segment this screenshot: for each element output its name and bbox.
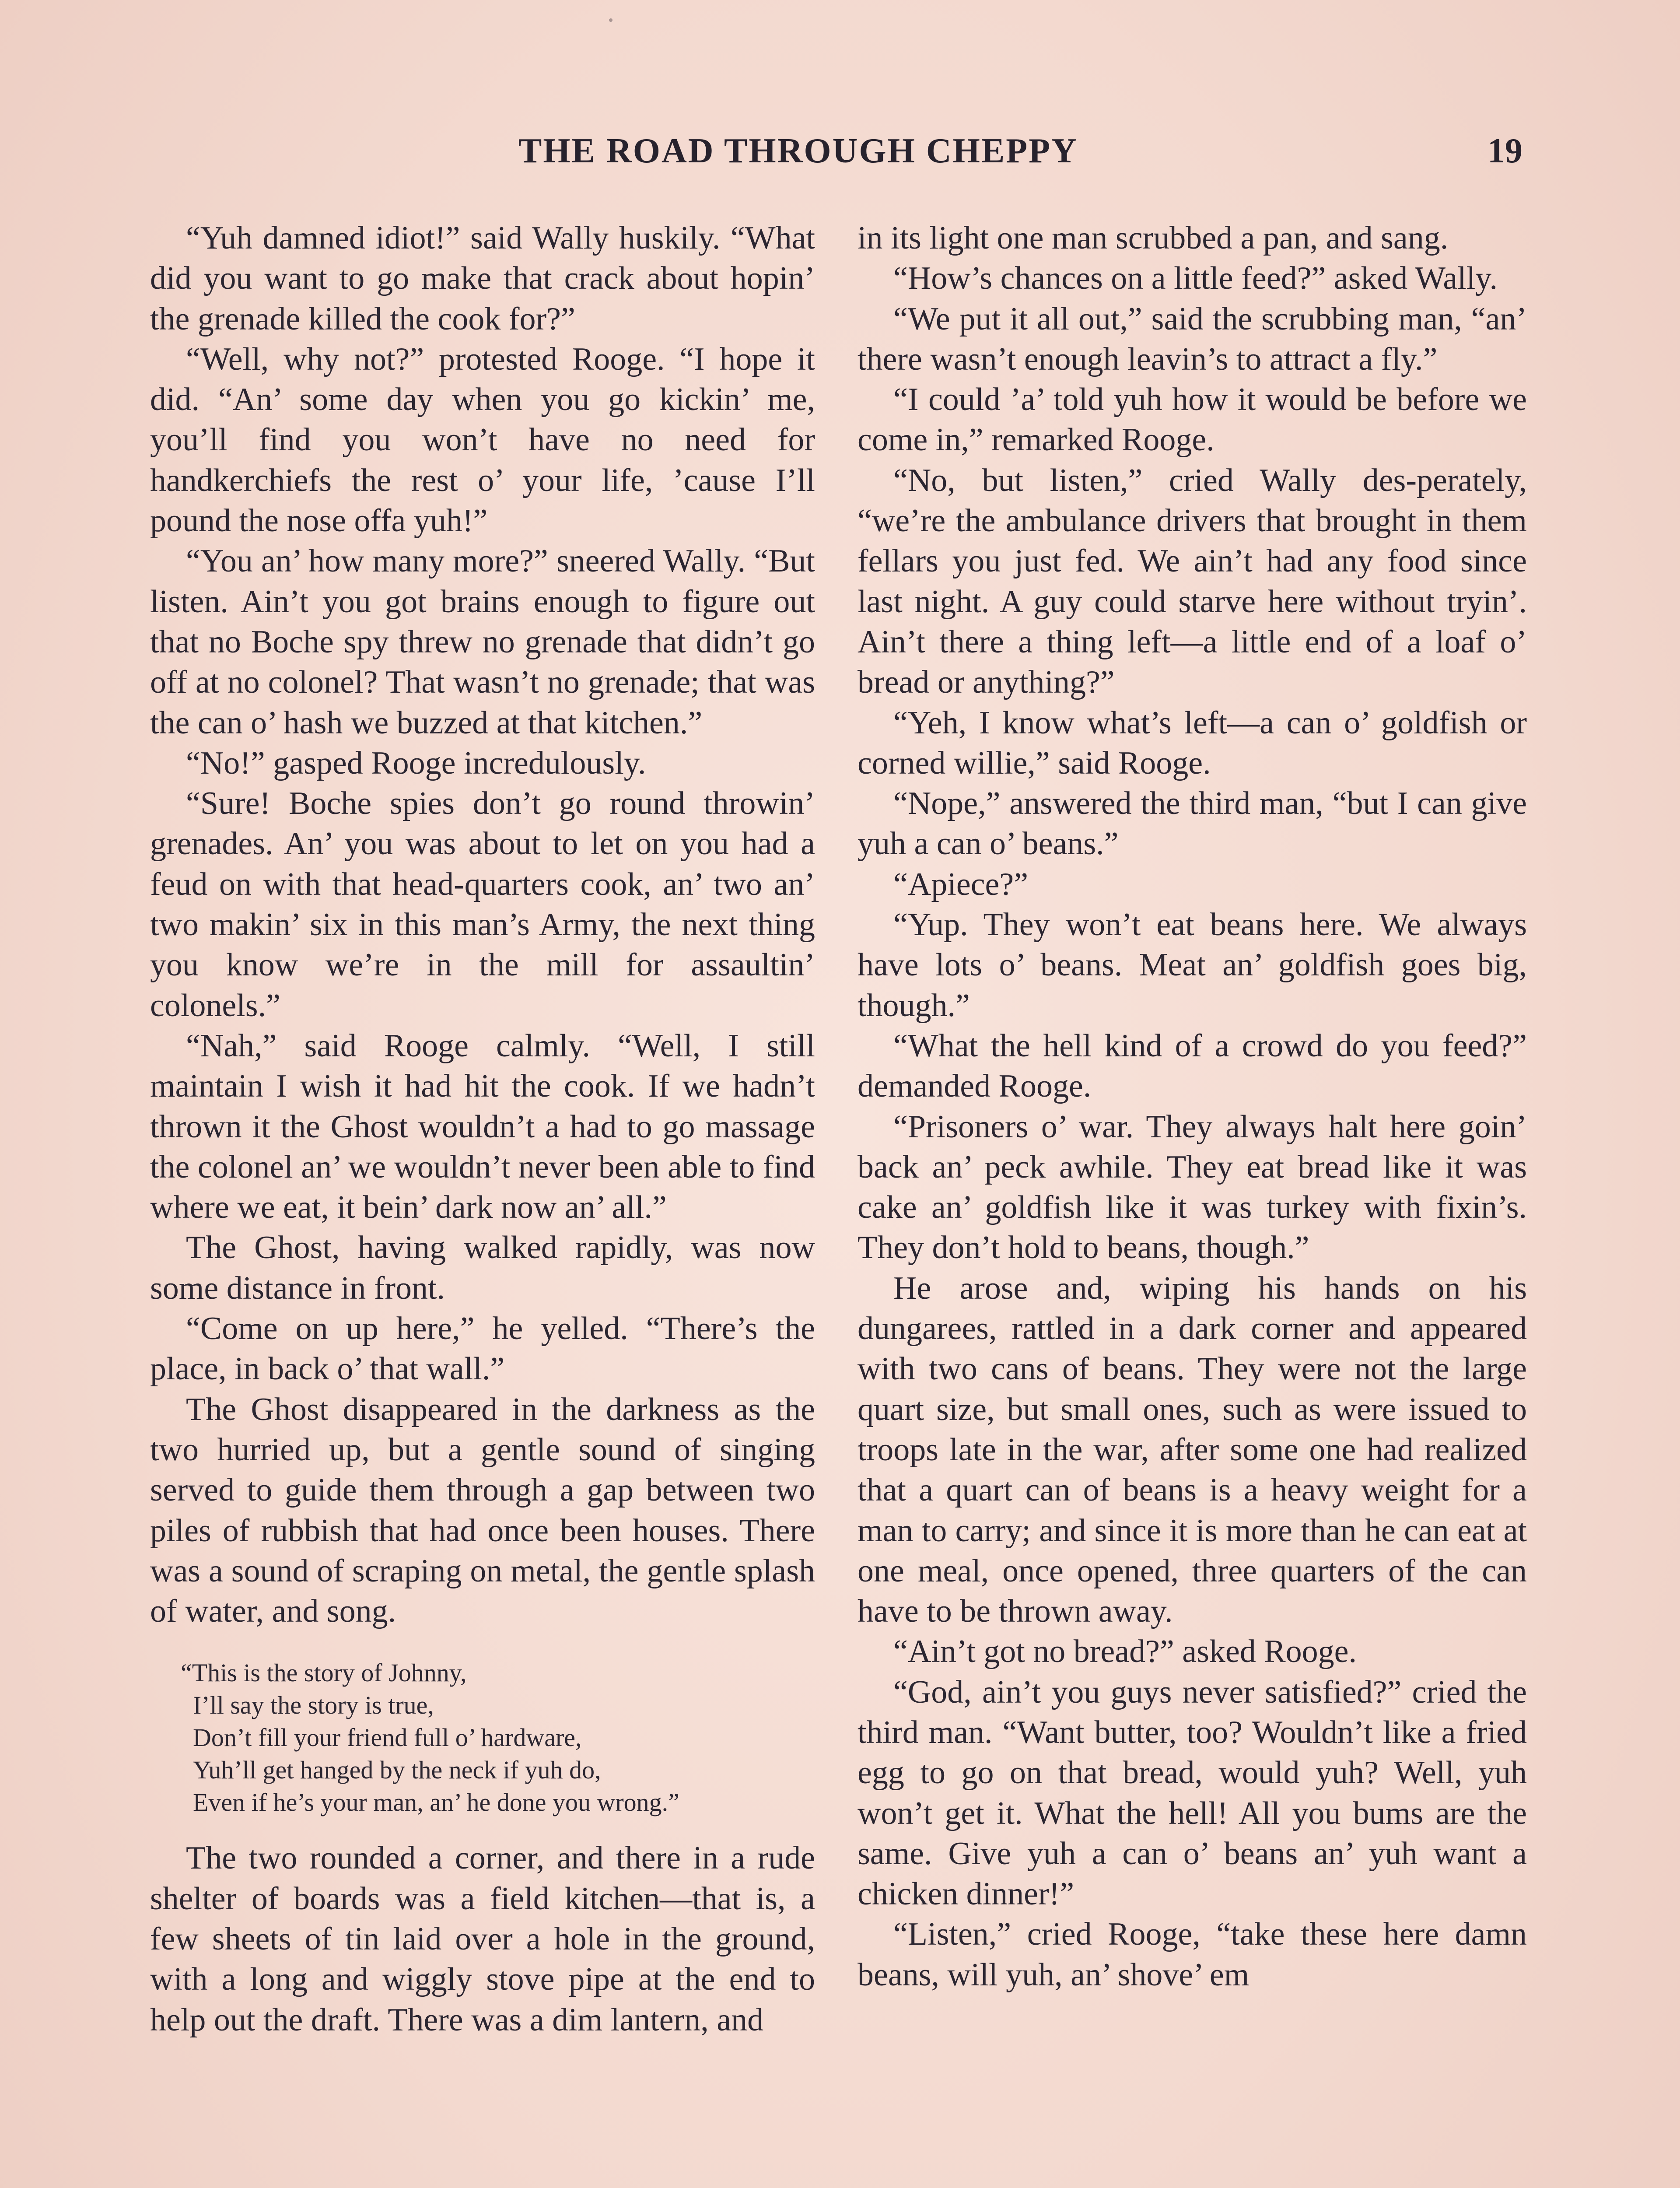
verse-line: Don’t fill your friend full o’ hardware, <box>193 1723 582 1752</box>
paragraph: The Ghost, having walked rapidly, was now some distance in front. <box>150 1230 815 1306</box>
paragraph: He arose and, wiping his hands on his dungarees, rattled in a dark corner and appeared with two cans of beans. They were not the large quart size, but small ones, such as were issued to troops late in the war, after some one had realized that a quart can of beans is a heavy weight for a man to carry; and since it is more than he can eat at one meal, once opened, three quarters of the can have to be thrown away. <box>858 1270 1527 1630</box>
paragraph: “Well, why not?” protested Rooge. “I hope it did. “An’ some day when you go kickin’ me, you’ll find you won’t have no need for handkerchiefs the rest o’ your life, ’cause I’ll pound the nose offa yuh!” <box>150 341 815 539</box>
paragraph: “I could ’a’ told yuh how it would be before we come in,” remarked Rooge. <box>858 382 1527 458</box>
paragraph: “Ain’t got no bread?” asked Rooge. <box>893 1634 1357 1670</box>
paragraph: “God, ain’t you guys never satisfied?” cried the third man. “Want butter, too? Wouldn’t like a fried egg to go on that bread, would yuh? Well, yuh won’t get it. What the hell! All you bums are the same. Give yuh a can o’ beans an’ yuh want a chicken dinner!” <box>858 1674 1527 1912</box>
running-head: THE ROAD THROUGH CHEPPY <box>518 132 1078 170</box>
paragraph: “Apiece?” <box>893 866 1029 902</box>
paragraph: “Sure! Boche spies don’t go round throwin’ grenades. An’ you was about to let on you had a feud on with that head-quarters cook, an’ two an’ two makin’ six in this man’s Army, the next thing you know we’re in the mill for assaultin’ colonels.” <box>150 785 815 1024</box>
verse-line: Even if he’s your man, an’ he done you wrong.” <box>193 1788 679 1817</box>
paragraph: “Listen,” cried Rooge, “take these here damn beans, will yuh, an’ shove’ em <box>858 1916 1527 1993</box>
paragraph: “Yuh damned idiot!” said Wally huskily. “What did you want to go make that crack about hopin’ the grenade killed the cook for?” <box>150 220 815 337</box>
paragraph: “Prisoners o’ war. They always halt here goin’ back an’ peck awhile. They eat bread like it was cake an’ goldfish like it was turkey with fixin’s. They don’t hold to beans, though.” <box>858 1108 1527 1266</box>
paragraph: “Yup. They won’t eat beans here. We always have lots o’ beans. Meat an’ goldfish goes big, though.” <box>858 907 1527 1024</box>
page-number: 19 <box>1488 132 1522 170</box>
paragraph: “Yeh, I know what’s left—a can o’ goldfish or corned willie,” said Rooge. <box>858 705 1527 781</box>
right-column <box>858 218 1527 1995</box>
paragraph: “How’s chances on a little feed?” asked Wally. <box>893 260 1498 297</box>
paragraph: “You an’ how many more?” sneered Wally. “But listen. Ain’t you got brains enough to figure out that no Boche spy threw no grenade that didn’t go off at no colonel? That wasn’t no grenade; that was the can o’ hash we buzzed at that kitchen.” <box>150 543 815 741</box>
verse-line: Yuh’ll get hanged by the neck if yuh do, <box>193 1756 601 1785</box>
paragraph: “We put it all out,” said the scrubbing man, “an’ there wasn’t enough leavin’s to attract a fly.” <box>858 301 1527 377</box>
paragraph: “Nah,” said Rooge calmly. “Well, I still maintain I wish it had hit the cook. If we hadn’t thrown it the Ghost wouldn’t a had to go massage the colonel an’ we wouldn’t never been able to find where we eat, it bein’ dark now an’ all.” <box>150 1027 815 1226</box>
paragraph: in its light one man scrubbed a pan, and sang. <box>858 220 1449 256</box>
verse-line: I’ll say the story is true, <box>193 1691 434 1720</box>
paragraph: “What the hell kind of a crowd do you feed?” demanded Rooge. <box>858 1027 1527 1105</box>
song-verse <box>150 1657 815 1819</box>
paragraph: “No!” gasped Rooge incredulously. <box>186 745 646 781</box>
paragraph: The Ghost disappeared in the darkness as the two hurried up, but a gentle sound of singing served to guide them through a gap between two piles of rubbish that had once been houses. There was a sound of scraping on metal, the gentle splash of water, and song. <box>150 1391 815 1630</box>
paragraph: The two rounded a corner, and there in a rude shelter of boards was a field kitchen—that is, a few sheets of tin laid over a hole in the ground, with a long and wiggly stove pipe at the end to help out the draft. There was a dim lantern, and <box>150 1840 815 2038</box>
paragraph: “Come on up here,” he yelled. “There’s the place, in back o’ that wall.” <box>150 1311 815 1387</box>
paragraph: “No, but listen,” cried Wally des-perately, “we’re the ambulance drivers that brought in them fellars you just fed. We ain’t had any food since last night. A guy could starve here without tryin’. Ain’t there a thing left—a little end of a loaf o’ bread or anything?” <box>858 462 1527 701</box>
left-column <box>150 218 815 2040</box>
paragraph: “Nope,” answered the third man, “but I can give yuh a can o’ beans.” <box>858 785 1527 862</box>
ink-speck <box>609 18 612 22</box>
verse-line: “This is the story of Johnny, <box>181 1659 467 1687</box>
